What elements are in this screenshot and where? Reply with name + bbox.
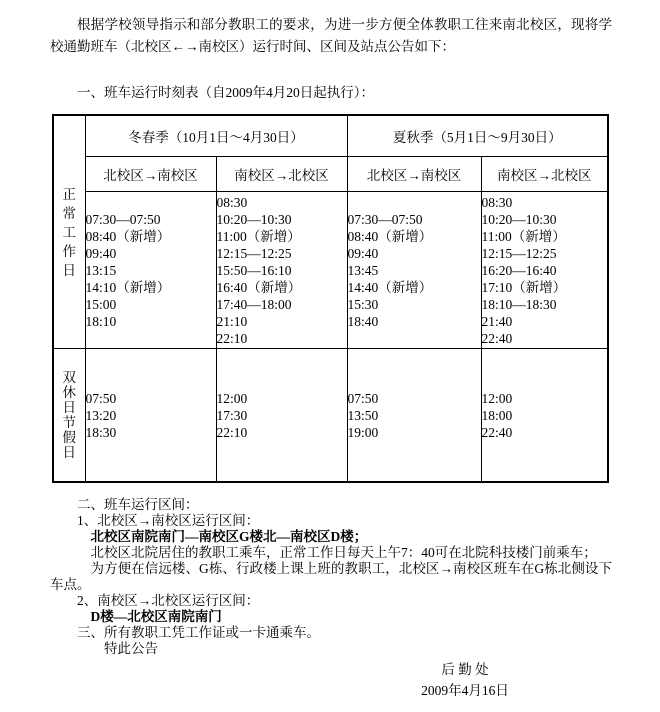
signature-date: 2009年4月16日 [421,683,509,698]
closing-text: 特此公告 [104,641,158,656]
time-entry: 14:10（新增） [85,279,171,295]
time-entry: 17:10（新增） [481,279,567,295]
weekend-times-row [53,349,608,483]
time-entry: 13:20 [85,407,117,423]
vertical-label-char: 正 [62,186,76,202]
time-entry: 12:15—12:25 [216,245,292,261]
time-entry: 11:00（新增） [481,228,566,244]
time-entry: 07:30—07:50 [85,211,161,227]
section1-heading: 一、班车运行时刻表（自2009年4月20日起执行）： [77,85,374,100]
vertical-label-char: 工 [62,224,76,240]
intro-paragraph: 根据学校领导指示和部分教职工的要求，为进一步方便全体教职工往来南北校区，现将学校通勤班车（北校区←→南校区）运行时间、区间及站点公告如下： [50,17,612,54]
times-cell-summer-n2s-workday [347,192,481,349]
section2-heading: 二、班车运行区间： [77,497,199,512]
time-entry: 12:15—12:25 [481,245,557,261]
direction-header-winter-n2s: 北校区→南校区 [85,157,216,192]
time-entry: 22:40 [481,330,513,346]
time-entry: 12:00 [216,390,248,406]
route2-stops: D楼—北校区南院南门 [90,609,222,624]
times-cell-winter-n2s-workday [85,192,216,349]
time-entry: 13:15 [85,262,117,278]
times-cell-winter-s2n-weekend [216,349,347,483]
route1-note-gbuilding-stop: 为方便在信远楼、G栋、行政楼上课上班的教职工，北校区→南校区班车在G栋北侧设下车点。 [50,561,612,592]
signature-block [340,659,590,701]
route2-heading: 2、南校区→北校区运行区间： [77,593,260,608]
time-entry: 21:10 [216,313,248,329]
vertical-label-char: 双 [62,370,76,385]
time-entry: 09:40 [85,245,117,261]
vertical-label-char: 假 [62,430,76,445]
time-entry: 22:40 [481,424,513,440]
time-entry: 21:40 [481,313,513,329]
time-entry: 15:00 [85,296,117,312]
vertical-label-char: 日 [62,262,76,278]
time-entry: 18:30 [85,424,117,440]
time-entry: 08:40（新增） [85,228,171,244]
time-entry: 15:50—16:10 [216,262,292,278]
times-cell-winter-n2s-weekend [85,349,216,483]
time-entry: 22:10 [216,424,248,440]
time-entry: 18:10—18:30 [481,296,557,312]
time-entry: 08:30 [216,194,248,210]
times-cell-summer-s2n-workday [481,192,608,349]
time-entry: 15:30 [347,296,379,312]
time-entry: 18:10 [85,313,117,329]
time-entry: 09:40 [347,245,379,261]
time-entry: 07:50 [85,390,117,406]
route1-note-north-yard: 北校区北院居住的教职工乘车，正常工作日每天上午7：40可在北院科技楼门前乘车； [90,545,597,560]
time-entry: 13:45 [347,262,379,278]
time-entry: 16:40（新增） [216,279,302,295]
season-header-summer-autumn: 夏秋季（5月1日～9月30日） [347,115,608,157]
time-entry: 17:40—18:00 [216,296,292,312]
times-cell-summer-s2n-weekend [481,349,608,483]
time-entry: 14:40（新增） [347,279,433,295]
season-header-row [53,115,608,157]
route-section [50,497,612,657]
bus-schedule-table [52,114,609,483]
time-entry: 16:20—16:40 [481,262,557,278]
time-entry: 18:00 [481,407,513,423]
vertical-label-char: 作 [62,243,76,259]
direction-header-winter-s2n: 南校区→北校区 [216,157,347,192]
times-cell-winter-s2n-workday [216,192,347,349]
time-entry: 08:40（新增） [347,228,433,244]
season-header-winter-spring: 冬春季（10月1日～4月30日） [85,115,347,157]
time-entry: 08:30 [481,194,513,210]
times-cell-summer-n2s-weekend [347,349,481,483]
time-entry: 19:00 [347,424,379,440]
direction-header-summer-s2n: 南校区→北校区 [481,157,608,192]
route1-stops: 北校区南院南门—南校区G楼北—南校区D楼； [90,529,368,544]
vertical-label-char: 常 [62,205,76,221]
time-entry: 10:20—10:30 [216,211,292,227]
time-entry: 11:00（新增） [216,228,301,244]
row-label-weekend-holiday [53,349,85,483]
time-entry: 07:50 [347,390,379,406]
signature-department: 后 勤 处 [441,662,489,677]
vertical-label-char: 休 [62,385,76,400]
direction-header-row [53,157,608,192]
section3-text: 三、所有教职工凭工作证或一卡通乘车。 [77,625,320,640]
time-entry: 17:30 [216,407,248,423]
direction-header-summer-n2s: 北校区→南校区 [347,157,481,192]
workday-times-row [53,192,608,349]
vertical-label-char: 节 [62,415,76,430]
time-entry: 07:30—07:50 [347,211,423,227]
vertical-label-char: 日 [62,400,76,415]
vertical-label-char: 日 [62,445,76,460]
time-entry: 22:10 [216,330,248,346]
time-entry: 18:40 [347,313,379,329]
row-label-workday [53,115,85,349]
route1-heading: 1、北校区→南校区运行区间： [77,513,260,528]
time-entry: 12:00 [481,390,513,406]
time-entry: 10:20—10:30 [481,211,557,227]
time-entry: 13:50 [347,407,379,423]
